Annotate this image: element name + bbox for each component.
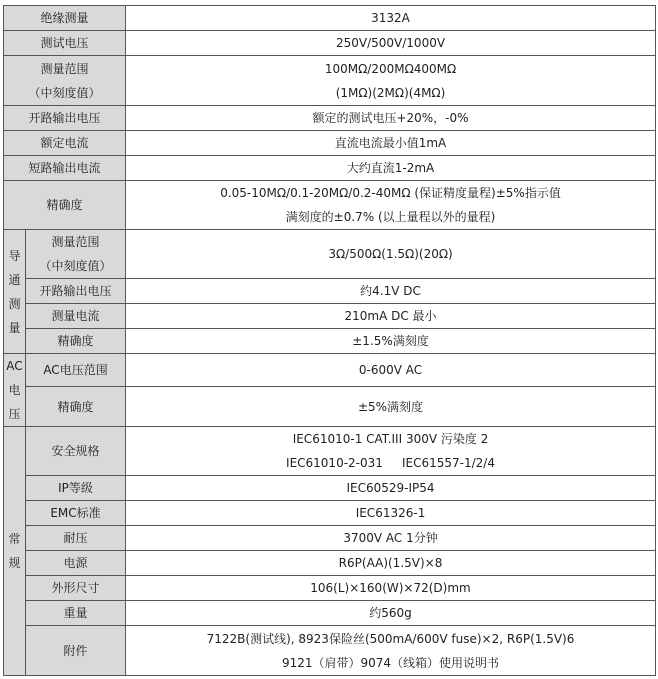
value-measure-range-line1: 100MΩ/200MΩ400MΩ — [324, 61, 457, 76]
value-withstand: 3700V AC 1分钟 — [126, 526, 656, 551]
value-continuity-current: 210mA DC 最小 — [126, 304, 656, 329]
label-dimensions: 外形尺寸 — [26, 576, 126, 601]
value-continuity-open-voltage: 约4.1V DC — [126, 279, 656, 304]
label-continuity-range-line1: 测量范围 — [51, 235, 100, 249]
value-accessories-line2: 9121（肩带）9074（线箱）使用说明书 — [281, 655, 500, 670]
label-ac-range: AC电压范围 — [26, 354, 126, 387]
value-ac-accuracy: ±5%满刻度 — [126, 387, 656, 427]
label-accessories: 附件 — [26, 626, 126, 676]
value-dimensions: 106(L)×160(W)×72(D)mm — [126, 576, 656, 601]
label-ac-accuracy: 精确度 — [26, 387, 126, 427]
value-continuity-accuracy: ±1.5%满刻度 — [126, 329, 656, 354]
group-ac-char: 电 — [8, 383, 21, 397]
group-general-char: 规 — [8, 556, 21, 570]
label-safety: 安全规格 — [26, 427, 126, 476]
value-accessories-line1: 7122B(测试线), 8923保险丝(500mA/600V fuse)×2, R6P(1.5V)6 — [206, 631, 575, 646]
value-measure-range — [126, 56, 656, 106]
label-weight: 重量 — [26, 601, 126, 626]
value-weight: 约560g — [126, 601, 656, 626]
label-ip: IP等级 — [26, 476, 126, 501]
value-accuracy — [126, 181, 656, 230]
value-short-current: 大约直流1-2mA — [126, 156, 656, 181]
label-measure-range-line2: （中刻度值） — [28, 85, 101, 100]
label-power: 电源 — [26, 551, 126, 576]
value-accessories — [126, 626, 656, 676]
value-open-voltage: 额定的测试电压+20%，-0% — [126, 106, 656, 131]
group-continuity-char: 量 — [8, 320, 21, 335]
group-continuity — [4, 230, 26, 354]
group-ac-char: AC — [6, 359, 23, 373]
group-ac-char: 压 — [8, 407, 21, 421]
value-safety-line2: IEC61010-2-031 IEC61557-1/2/4 — [286, 456, 495, 470]
label-measure-range-line1: 测量范围 — [40, 61, 89, 76]
label-continuity-current: 测量电流 — [26, 304, 126, 329]
label-continuity-range-line2: （中刻度值） — [39, 259, 112, 273]
value-ac-range: 0-600V AC — [126, 354, 656, 387]
label-short-current: 短路输出电流 — [4, 156, 126, 181]
group-continuity-char: 通 — [8, 272, 21, 287]
value-safety-line1: IEC61010-1 CAT.III 300V 污染度 2 — [292, 432, 489, 446]
label-continuity-accuracy: 精确度 — [26, 329, 126, 354]
value-safety — [126, 427, 656, 476]
group-continuity-char: 测 — [8, 296, 21, 311]
label-continuity-range — [26, 230, 126, 279]
value-measure-range-line2: (1MΩ)(2MΩ)(4MΩ) — [335, 85, 446, 100]
value-accuracy-line1: 0.05-10MΩ/0.1-20MΩ/0.2-40MΩ (保证精度量程)±5%指示值 — [220, 186, 561, 200]
value-ip: IEC60529-IP54 — [126, 476, 656, 501]
value-accuracy-line2: 满刻度的±0.7% (以上量程以外的量程) — [285, 210, 496, 224]
label-continuity-open-voltage: 开路输出电压 — [26, 279, 126, 304]
value-continuity-range: 3Ω/500Ω(1.5Ω)(20Ω) — [126, 230, 656, 279]
group-general-char: 常 — [8, 532, 21, 546]
value-emc: IEC61326-1 — [126, 501, 656, 526]
label-measure-range — [4, 56, 126, 106]
label-accuracy: 精确度 — [4, 181, 126, 230]
group-general — [4, 427, 26, 676]
group-continuity-char: 导 — [8, 248, 21, 263]
value-rated-current: 直流电流最小值1mA — [126, 131, 656, 156]
label-insulation: 绝缘测量 — [4, 6, 126, 31]
value-model: 3132A — [126, 6, 656, 31]
value-test-voltage: 250V/500V/1000V — [126, 31, 656, 56]
label-open-voltage: 开路输出电压 — [4, 106, 126, 131]
label-withstand: 耐压 — [26, 526, 126, 551]
label-emc: EMC标准 — [26, 501, 126, 526]
group-ac-voltage — [4, 354, 26, 427]
label-test-voltage: 测试电压 — [4, 31, 126, 56]
label-rated-current: 额定电流 — [4, 131, 126, 156]
spec-table — [3, 5, 656, 676]
value-power: R6P(AA)(1.5V)×8 — [126, 551, 656, 576]
